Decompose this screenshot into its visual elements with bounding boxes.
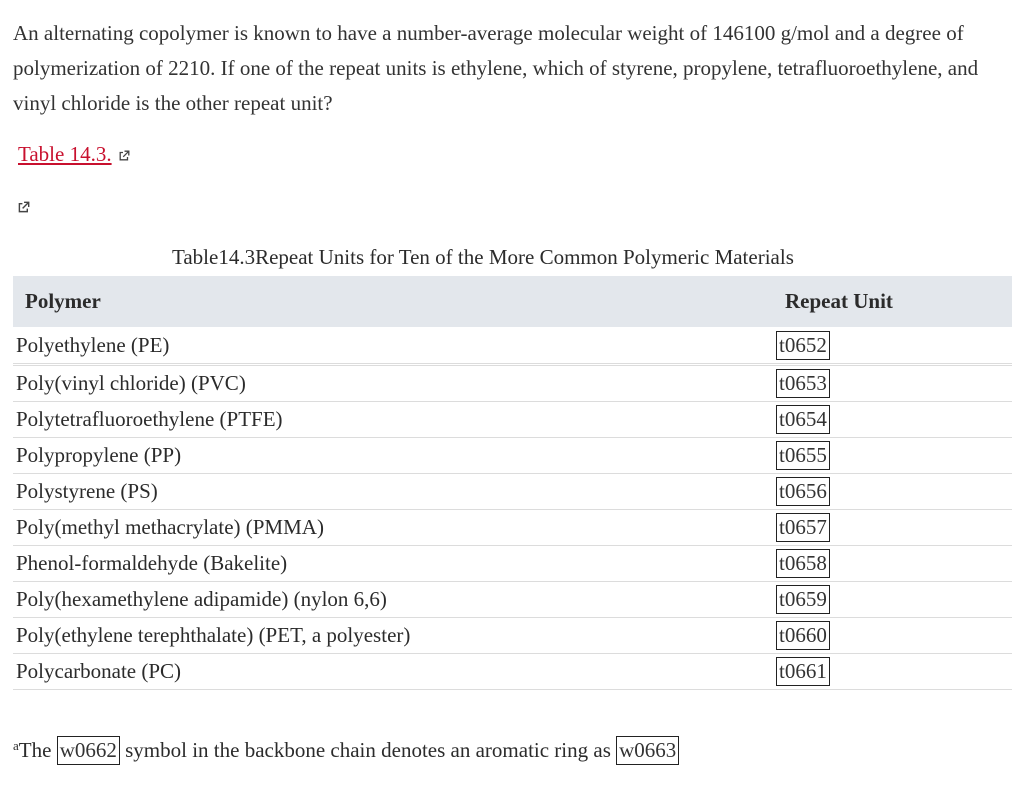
repeat-unit-cell [771,582,1012,618]
polymer-name-cell: Polytetrafluoroethylene (PTFE) [13,402,771,438]
repeat-unit-cell [771,546,1012,582]
repeat-unit-cell [771,618,1012,654]
broken-image-placeholder: w0663 [616,736,679,765]
table-row [13,327,1012,365]
polymer-name-cell: Poly(vinyl chloride) (PVC) [13,365,771,402]
repeat-unit-cell [771,654,1012,690]
column-header-repeat-unit: Repeat Unit [785,289,893,313]
table-row [13,474,1012,510]
table-body [13,327,1012,690]
polymer-name-cell: Poly(hexamethylene adipamide) (nylon 6,6) [13,582,771,618]
footnote [13,731,679,765]
broken-image-placeholder: w0662 [57,736,120,765]
footnote-prefix: The [18,738,52,762]
table-row [13,618,1012,654]
repeat-unit-cell [771,474,1012,510]
column-header-polymer: Polymer [25,289,101,313]
broken-image-placeholder: t0657 [776,513,830,542]
repeat-unit-cell [771,510,1012,546]
broken-image-placeholder: t0660 [776,621,830,650]
polymer-table [13,276,1012,690]
footnote-middle-text: symbol in the backbone chain denotes an aromatic ring as [125,738,611,762]
table-link-row [18,140,130,168]
polymer-name-cell: Polyethylene (PE) [13,327,771,365]
broken-image-placeholder: t0654 [776,405,830,434]
table-row [13,582,1012,618]
table-caption: Table14.3Repeat Units for Ten of the More Common Polymeric Materials [172,245,794,269]
broken-image-placeholder: t0653 [776,369,830,398]
table-row [13,438,1012,474]
question-text: An alternating copolymer is known to have a number-average molecular weight of 146100 g/mol and a degree of polymerization of 2210. If one of the repeat units is ethylene, which of styrene, propylene, tetrafluoroethylene, and vinyl chloride is the other repeat unit? [13,21,979,115]
external-link-icon[interactable] [17,201,30,214]
table-row [13,546,1012,582]
polymer-name-cell: Polypropylene (PP) [13,438,771,474]
table-row [13,402,1012,438]
repeat-unit-cell [771,327,1012,365]
repeat-unit-cell [771,438,1012,474]
broken-image-placeholder: t0655 [776,441,830,470]
external-link-icon[interactable] [118,150,130,162]
table-row [13,654,1012,690]
polymer-name-cell: Polycarbonate (PC) [13,654,771,690]
broken-image-placeholder: t0656 [776,477,830,506]
broken-image-placeholder: t0661 [776,657,830,686]
table-14-3-link[interactable]: Table 14.3. [18,142,112,166]
table-row [13,365,1012,402]
polymer-name-cell: Poly(ethylene terephthalate) (PET, a polyester) [13,618,771,654]
polymer-name-cell: Polystyrene (PS) [13,474,771,510]
broken-image-placeholder: t0659 [776,585,830,614]
table-row [13,510,1012,546]
polymer-name-cell: Phenol-formaldehyde (Bakelite) [13,546,771,582]
broken-image-placeholder: t0658 [776,549,830,578]
footnote-marker: a [13,738,19,753]
repeat-unit-cell [771,365,1012,402]
broken-image-placeholder: t0652 [776,331,830,360]
polymer-name-cell: Poly(methyl methacrylate) (PMMA) [13,510,771,546]
repeat-unit-cell [771,402,1012,438]
table-header-row [13,276,1012,327]
